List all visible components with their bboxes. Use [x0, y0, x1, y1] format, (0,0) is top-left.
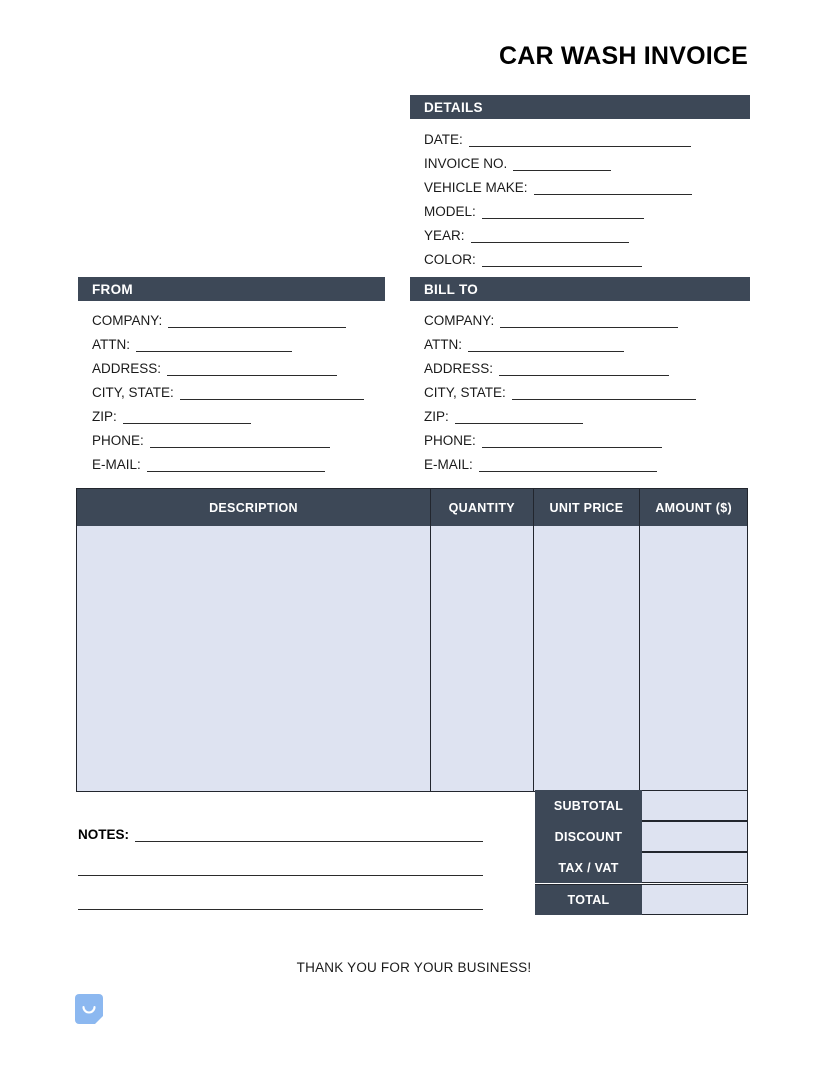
column-header-unit-price: UNIT PRICE [534, 489, 641, 526]
details-field-label: MODEL: [424, 203, 476, 219]
from-field-row [92, 376, 392, 400]
bill-to-section-header [410, 277, 750, 301]
bill-to-fields [424, 304, 754, 472]
from-field-input[interactable] [167, 362, 337, 376]
notes-section [78, 820, 483, 910]
bill-to-field-input[interactable] [500, 314, 678, 328]
notes-input-line-2[interactable] [78, 842, 483, 876]
table-header-row [77, 489, 747, 526]
totals-value-total[interactable] [642, 884, 748, 915]
details-field-label: VEHICLE MAKE: [424, 179, 528, 195]
details-field-input[interactable] [469, 133, 691, 147]
bill-to-field-row [424, 328, 754, 352]
from-field-input[interactable] [150, 434, 330, 448]
thank-you-message: THANK YOU FOR YOUR BUSINESS! [296, 960, 532, 975]
details-field-label: DATE: [424, 131, 463, 147]
notes-input-line-1[interactable] [135, 828, 483, 842]
details-section-header [410, 95, 750, 119]
details-field-label: YEAR: [424, 227, 465, 243]
details-field-row [424, 147, 754, 171]
bill-to-field-row [424, 304, 754, 328]
totals-row [535, 852, 748, 883]
from-field-row [92, 448, 392, 472]
notes-first-line [78, 820, 483, 842]
bill-to-field-label: ATTN: [424, 336, 462, 352]
totals-label-tax-vat: TAX / VAT [535, 852, 642, 883]
from-field-label: ATTN: [92, 336, 130, 352]
table-body [77, 526, 747, 791]
details-field-input[interactable] [534, 181, 692, 195]
bill-to-field-row [424, 376, 754, 400]
from-field-row [92, 304, 392, 328]
notes-label: NOTES: [78, 826, 130, 842]
from-field-input[interactable] [123, 410, 251, 424]
unit-price-entry-area[interactable] [534, 526, 641, 791]
from-field-label: ZIP: [92, 408, 117, 424]
details-field-row [424, 171, 754, 195]
from-field-label: COMPANY: [92, 312, 163, 328]
from-heading-label: FROM [92, 281, 133, 297]
bill-to-field-label: CITY, STATE: [424, 384, 506, 400]
details-field-input[interactable] [482, 253, 642, 267]
details-field-label: COLOR: [424, 251, 476, 267]
from-section-header [78, 277, 385, 301]
bill-to-field-label: ADDRESS: [424, 360, 494, 376]
notes-input-line-3[interactable] [78, 876, 483, 910]
bill-to-field-label: PHONE: [424, 432, 476, 448]
from-field-input[interactable] [168, 314, 346, 328]
totals-label-discount: DISCOUNT [535, 821, 642, 852]
from-field-row [92, 328, 392, 352]
totals-row [535, 884, 748, 915]
details-heading-label: DETAILS [424, 99, 483, 115]
totals-label-total: TOTAL [535, 884, 642, 915]
bill-to-field-row [424, 448, 754, 472]
totals-row [535, 790, 748, 821]
totals-section [535, 790, 748, 915]
details-field-row [424, 243, 754, 267]
details-field-input[interactable] [471, 229, 629, 243]
totals-row [535, 821, 748, 852]
bill-to-field-input[interactable] [479, 458, 657, 472]
details-fields [424, 123, 754, 267]
amount-entry-area[interactable] [640, 526, 747, 791]
from-field-row [92, 400, 392, 424]
totals-label-subtotal: SUBTOTAL [535, 790, 642, 821]
line-items-table [76, 488, 748, 792]
totals-value-tax-vat[interactable] [642, 852, 748, 883]
bill-to-field-input[interactable] [482, 434, 662, 448]
from-field-row [92, 424, 392, 448]
from-field-label: ADDRESS: [92, 360, 162, 376]
from-field-input[interactable] [136, 338, 292, 352]
bill-to-field-input[interactable] [455, 410, 583, 424]
bill-to-field-label: COMPANY: [424, 312, 495, 328]
from-field-input[interactable] [180, 386, 364, 400]
details-field-label: INVOICE NO. [424, 155, 508, 171]
column-header-amount: AMOUNT ($) [655, 500, 732, 515]
page-title: CAR WASH INVOICE [498, 42, 748, 70]
details-field-row [424, 219, 754, 243]
details-field-input[interactable] [513, 157, 611, 171]
details-field-row [424, 195, 754, 219]
bill-to-field-row [424, 424, 754, 448]
bill-to-field-input[interactable] [512, 386, 696, 400]
bill-to-field-input[interactable] [499, 362, 669, 376]
smile-rounded-square-logo-icon [74, 993, 104, 1025]
bill-to-field-row [424, 400, 754, 424]
quantity-entry-area[interactable] [431, 526, 534, 791]
from-field-label: E-MAIL: [92, 456, 141, 472]
bill-to-field-input[interactable] [468, 338, 624, 352]
details-field-row [424, 123, 754, 147]
bill-to-field-label: ZIP: [424, 408, 449, 424]
details-field-input[interactable] [482, 205, 644, 219]
from-fields [92, 304, 392, 472]
from-field-label: PHONE: [92, 432, 144, 448]
from-field-label: CITY, STATE: [92, 384, 174, 400]
column-header-quantity: QUANTITY [431, 489, 534, 526]
from-field-input[interactable] [147, 458, 325, 472]
description-entry-area[interactable] [77, 526, 431, 791]
bill-to-field-row [424, 352, 754, 376]
column-header-description: DESCRIPTION [77, 489, 431, 526]
totals-value-subtotal[interactable] [642, 790, 748, 821]
bill-to-heading-label: BILL TO [424, 281, 479, 297]
from-field-row [92, 352, 392, 376]
totals-value-discount[interactable] [642, 821, 748, 852]
bill-to-field-label: E-MAIL: [424, 456, 473, 472]
